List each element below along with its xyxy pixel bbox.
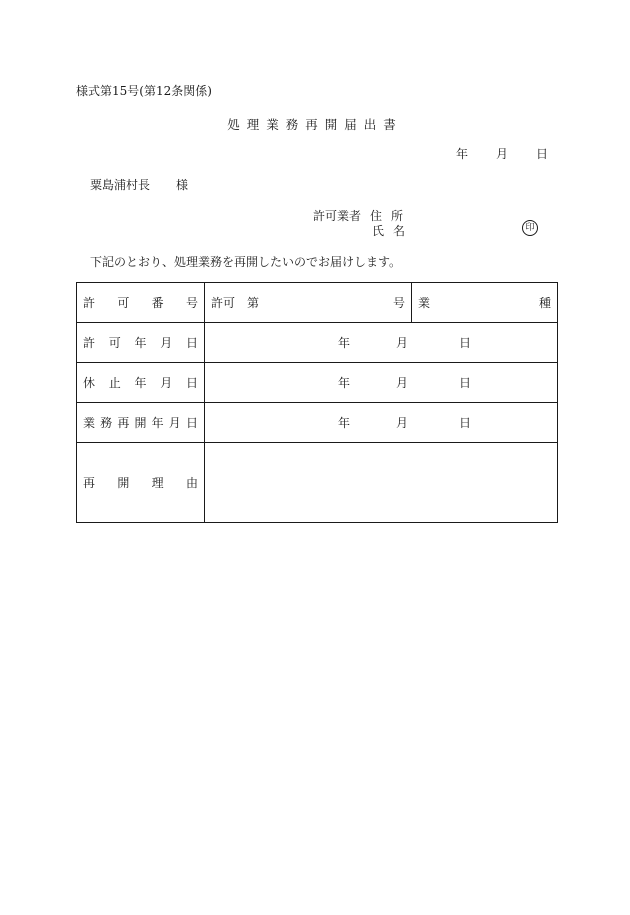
addressee: [90, 176, 188, 193]
addressee-honorific: 様: [176, 178, 189, 192]
addressee-name: 粟島浦村長: [90, 178, 151, 192]
year-label: 年: [456, 147, 469, 161]
form-number: 様式第15号(第12条関係): [76, 84, 212, 98]
table-row: [77, 323, 558, 363]
business-type-field[interactable]: [412, 283, 558, 323]
notification-table: [76, 282, 558, 523]
resumption-date-label: 業 務 再 開 年 月 日: [77, 403, 205, 443]
month-label: 月: [496, 147, 509, 161]
name-label-1: 氏: [372, 224, 385, 238]
table-row: [77, 363, 558, 403]
submission-date: [456, 145, 548, 162]
address-label-2: 所: [391, 209, 404, 223]
resumption-reason-field[interactable]: [205, 443, 558, 523]
permit-dai: 第: [247, 296, 260, 310]
suspension-date-field[interactable]: 年 月 日: [205, 363, 558, 403]
permit-prefix: 許可: [211, 296, 236, 310]
name-label-2: 名: [393, 224, 406, 238]
permit-number-label: 許 可 番 号: [77, 283, 205, 323]
table-row: [77, 443, 558, 523]
resumption-reason-label: 再 開 理 由: [77, 443, 205, 523]
permit-date-label: 許 可 年 月 日: [77, 323, 205, 363]
address-label-1: 住: [370, 209, 383, 223]
table-row: [77, 283, 558, 323]
applicant-name-line: [372, 222, 405, 239]
permit-date-field[interactable]: 年 月 日: [205, 323, 558, 363]
seal-icon: 印: [522, 220, 538, 236]
business-type-label-1: 業: [418, 296, 431, 310]
business-type-label-2: 種: [538, 296, 551, 310]
permit-go: 号: [392, 296, 405, 310]
notice-text: 下記のとおり、処理業務を再開したいのでお届けします。: [90, 255, 402, 269]
suspension-date-label: 休 止 年 月 日: [77, 363, 205, 403]
document-title: 処理業務再開届出書: [227, 117, 403, 132]
day-label: 日: [536, 147, 549, 161]
applicant-role-label: 許可業者: [313, 209, 362, 223]
resumption-date-field[interactable]: 年 月 日: [205, 403, 558, 443]
table-row: [77, 403, 558, 443]
permit-number-field[interactable]: [205, 283, 412, 323]
